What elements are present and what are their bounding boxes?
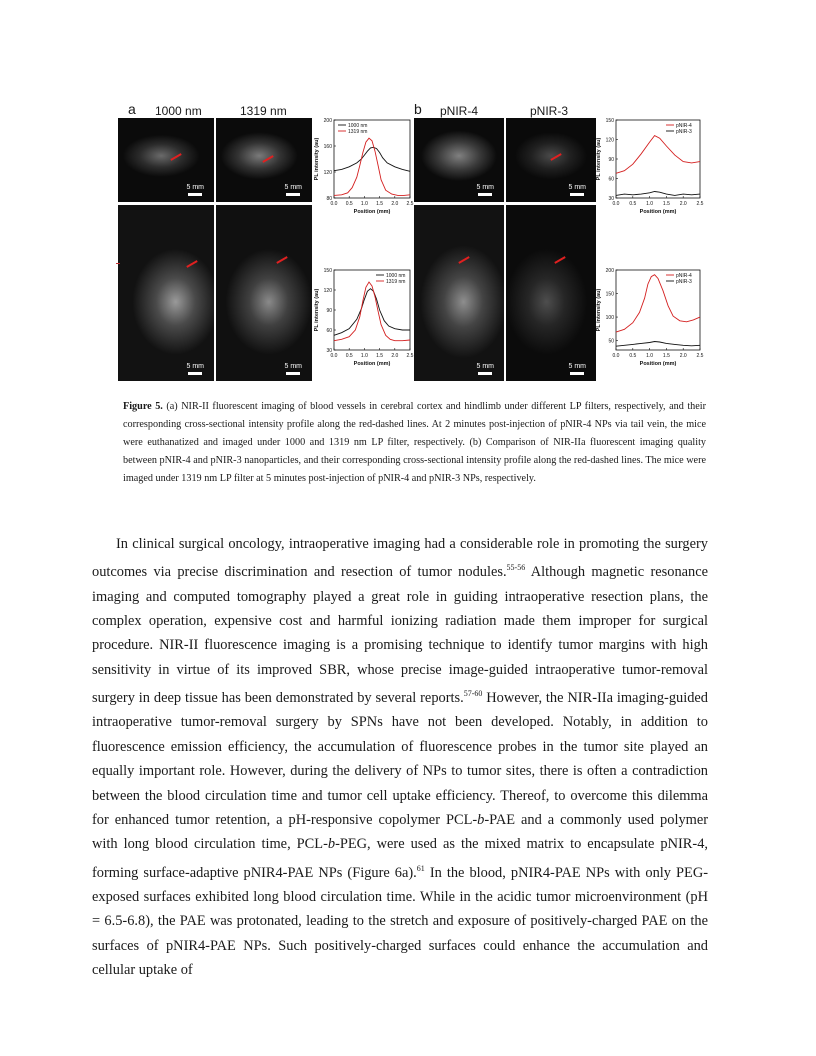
red-dashed-line (550, 153, 561, 161)
y-tick-label: 200 (605, 268, 614, 274)
y-axis-label: PL intensity (au) (596, 137, 602, 181)
x-tick-label: 1.5 (662, 353, 670, 359)
column-label-pnir3: pNIR-3 (530, 104, 569, 118)
legend-label: pNIR-4 (676, 123, 692, 129)
fluorescence-image-brain-pnir3 (506, 118, 596, 202)
text-run: -PEG, were used as the mixed matrix to encapsulate pNIR-4, forming surface-adaptive pNIR4-PAE NPs (Figure 6a). (92, 836, 708, 881)
red-dashed-line (186, 260, 197, 268)
fluorescence-image-brain-1319nm (216, 118, 312, 202)
legend-label: pNIR-4 (676, 273, 692, 279)
x-tick-label: 1.0 (360, 353, 368, 359)
x-axis-label: Position (mm) (639, 361, 677, 367)
y-tick-label: 60 (608, 176, 614, 183)
y-tick-label: 90 (326, 308, 332, 314)
scale-bar: 5 mm (285, 184, 303, 196)
citation: 55-56 (506, 563, 526, 573)
series-line (334, 282, 410, 341)
y-axis-label: PL intensity (au) (596, 288, 602, 332)
x-tick-label: 2.5 (406, 353, 414, 359)
body-paragraph (92, 532, 708, 983)
x-tick-label: 1.5 (376, 201, 384, 207)
figure-caption (123, 398, 706, 488)
series-line (616, 342, 700, 347)
series-line (334, 138, 410, 195)
intensity-profile-plot-brain-b (594, 114, 706, 220)
x-tick-label: 1.0 (646, 353, 654, 359)
caption-label: Figure 5. (123, 401, 163, 412)
x-tick-label: 0.0 (330, 201, 338, 207)
x-tick-label: 2.5 (696, 353, 704, 359)
scale-bar: 5 mm (569, 363, 587, 375)
y-tick-label: 100 (605, 315, 614, 322)
y-tick-label: 90 (608, 157, 614, 163)
y-tick-label: 160 (323, 144, 332, 150)
x-tick-label: 2.0 (679, 201, 687, 207)
x-tick-label: 0.0 (330, 353, 338, 359)
intensity-profile-plot-brain-a (312, 114, 416, 220)
scale-bar: 5 mm (285, 363, 303, 375)
y-axis-label: PL intensity (au) (314, 288, 320, 332)
x-tick-label: 2.0 (391, 353, 399, 359)
scale-bar: 5 mm (187, 184, 205, 196)
column-label-1000nm: 1000 nm (155, 104, 202, 118)
series-line (616, 136, 700, 174)
legend-label: 1319 nm (348, 129, 368, 135)
caption-text: (a) NIR-II fluorescent imaging of blood vessels in cerebral cortex and hindlimb under different LP filters, respectively, and their corresponding cross-sectional intensity profile along the red-dashed lines. At 2 minutes post-injection of pNIR-4 NPs via tail vein, the mice were euthanatized and imaged under 1000 and 1319 nm LP filter, respectively. (b) Comparison of NIR-IIa fluorescent imaging quality between pNIR-4 and pNIR-3 nanoparticles, and their corresponding cross-sectional intensity profile along the red-dashed lines. The mice were imaged under 1319 nm LP filter at 5 minutes post-injection of pNIR-4 and pNIR-3 NPs, respectively. (123, 401, 706, 484)
y-tick-label: 60 (326, 328, 332, 334)
citation: 57-60 (463, 689, 483, 699)
x-tick-label: 0.0 (612, 353, 620, 359)
series-line (334, 289, 410, 336)
legend-label: 1000 nm (386, 273, 406, 279)
fluorescence-image-hindlimb-pnir4 (414, 205, 504, 381)
x-tick-label: 0.5 (629, 201, 637, 207)
text-run: In the blood, pNIR4-PAE NPs with only PEG-exposed surfaces exhibited long blood circulation time. While in the acidic tumor microenvironment (pH = 6.5-6.8), the PAE was protonated, leading to the stretch and exposure of positively-charged PAE on the surfaces of pNIR4-PAE NPs. Such positively-charged surfaces could enhance the accumulation and cellular uptake of (92, 864, 709, 979)
series-line (334, 147, 410, 171)
x-tick-label: 0.5 (345, 353, 353, 359)
italic-b: b (477, 812, 485, 829)
text-run: -PAE and a commonly used polymer with long blood circulation time, PCL- (92, 812, 709, 853)
y-axis-label: PL intensity (au) (314, 137, 320, 181)
x-tick-label: 0.0 (612, 201, 620, 207)
legend-label: pNIR-3 (676, 279, 692, 285)
x-tick-label: 0.5 (345, 201, 353, 207)
scale-bar: 5 mm (187, 363, 205, 375)
fluorescence-image-hindlimb-1000nm (118, 205, 214, 381)
citation: 61 (416, 863, 425, 873)
red-dashed-line (170, 153, 181, 161)
text-run: Although magnetic resonance imaging and computed tomography played a great role in guiding intraoperative resection plans, the complex operation, expensive cost and harmful ionizing radiation made them improper for surgical procedure. NIR-II fluorescence imaging is a promising technique to identify tumor margins with high sensitivity in virtue of its improved SBR, whose precise image-guided intraoperative tumor-removal surgery in deep tissue has been demonstrated by several reports. (92, 564, 708, 707)
y-tick-label: 200 (323, 118, 332, 124)
x-tick-label: 1.0 (360, 201, 368, 207)
red-dashed-line (458, 256, 469, 264)
red-dashed-line (554, 256, 565, 264)
x-tick-label: 1.0 (646, 201, 654, 207)
y-tick-label: 150 (323, 268, 332, 274)
y-tick-label: 120 (323, 170, 332, 176)
x-tick-label: 2.5 (696, 201, 704, 207)
x-tick-label: 0.5 (629, 353, 637, 359)
scale-bar: 5 mm (569, 184, 587, 196)
y-tick-label: 150 (605, 291, 614, 298)
stray-mark (116, 263, 120, 264)
red-dashed-line (262, 155, 273, 163)
fluorescence-image-brain-1000nm (118, 118, 214, 202)
legend-label: 1000 nm (348, 123, 368, 129)
italic-b: b (327, 836, 336, 853)
series-line (616, 192, 700, 196)
y-tick-label: 50 (608, 338, 614, 345)
fluorescence-image-hindlimb-1319nm (216, 205, 312, 381)
x-axis-label: Position (mm) (353, 361, 391, 367)
column-label-pnir4: pNIR-4 (440, 104, 479, 118)
y-tick-label: 120 (605, 137, 614, 144)
intensity-profile-plot-hindlimb-a (312, 264, 416, 372)
x-tick-label: 1.5 (376, 353, 384, 359)
legend-label: pNIR-3 (676, 129, 692, 135)
text-run: However, the NIR-IIa imaging-guided intraoperative tumor-removal surgery by SPNs have not been developed. Notably, in addition to fluorescence emission efficiency, the accumulation of fluorescence probes in the tumor site played an equally important role. However, during the delivery of NPs to tumor sites, there is often a contradiction between the blood circulation time and tumor cell uptake efficiency. Thereof, to overcome this dilemma for enhanced tumor retention, a pH-responsive copolymer PCL- (92, 690, 708, 829)
y-tick-label: 150 (605, 118, 614, 124)
y-tick-label: 120 (323, 288, 332, 294)
x-axis-label: Position (mm) (353, 209, 391, 215)
text-run: In clinical surgical oncology, intraoperative imaging had a considerable role in promoting the surgery outcomes via precise discrimination and resection of tumor nodules. (92, 536, 708, 581)
fluorescence-image-brain-pnir4 (414, 118, 504, 202)
y-tick-label: 80 (326, 196, 332, 202)
panel-a-label: a (128, 101, 136, 117)
y-tick-label: 30 (326, 348, 332, 354)
scale-bar: 5 mm (477, 363, 495, 375)
x-tick-label: 1.5 (662, 201, 670, 207)
y-tick-label: 30 (608, 196, 614, 202)
scale-bar: 5 mm (477, 184, 495, 196)
column-label-1319nm: 1319 nm (240, 104, 287, 118)
legend-label: 1319 nm (386, 279, 406, 285)
intensity-profile-plot-hindlimb-b (594, 264, 706, 372)
x-tick-label: 2.0 (679, 353, 687, 359)
x-tick-label: 2.0 (391, 201, 399, 207)
panel-b-label: b (414, 101, 422, 117)
x-tick-label: 2.5 (406, 201, 414, 207)
x-axis-label: Position (mm) (639, 209, 677, 215)
plot-frame (334, 120, 410, 198)
fluorescence-image-hindlimb-pnir3 (506, 205, 596, 381)
red-dashed-line (276, 256, 287, 264)
